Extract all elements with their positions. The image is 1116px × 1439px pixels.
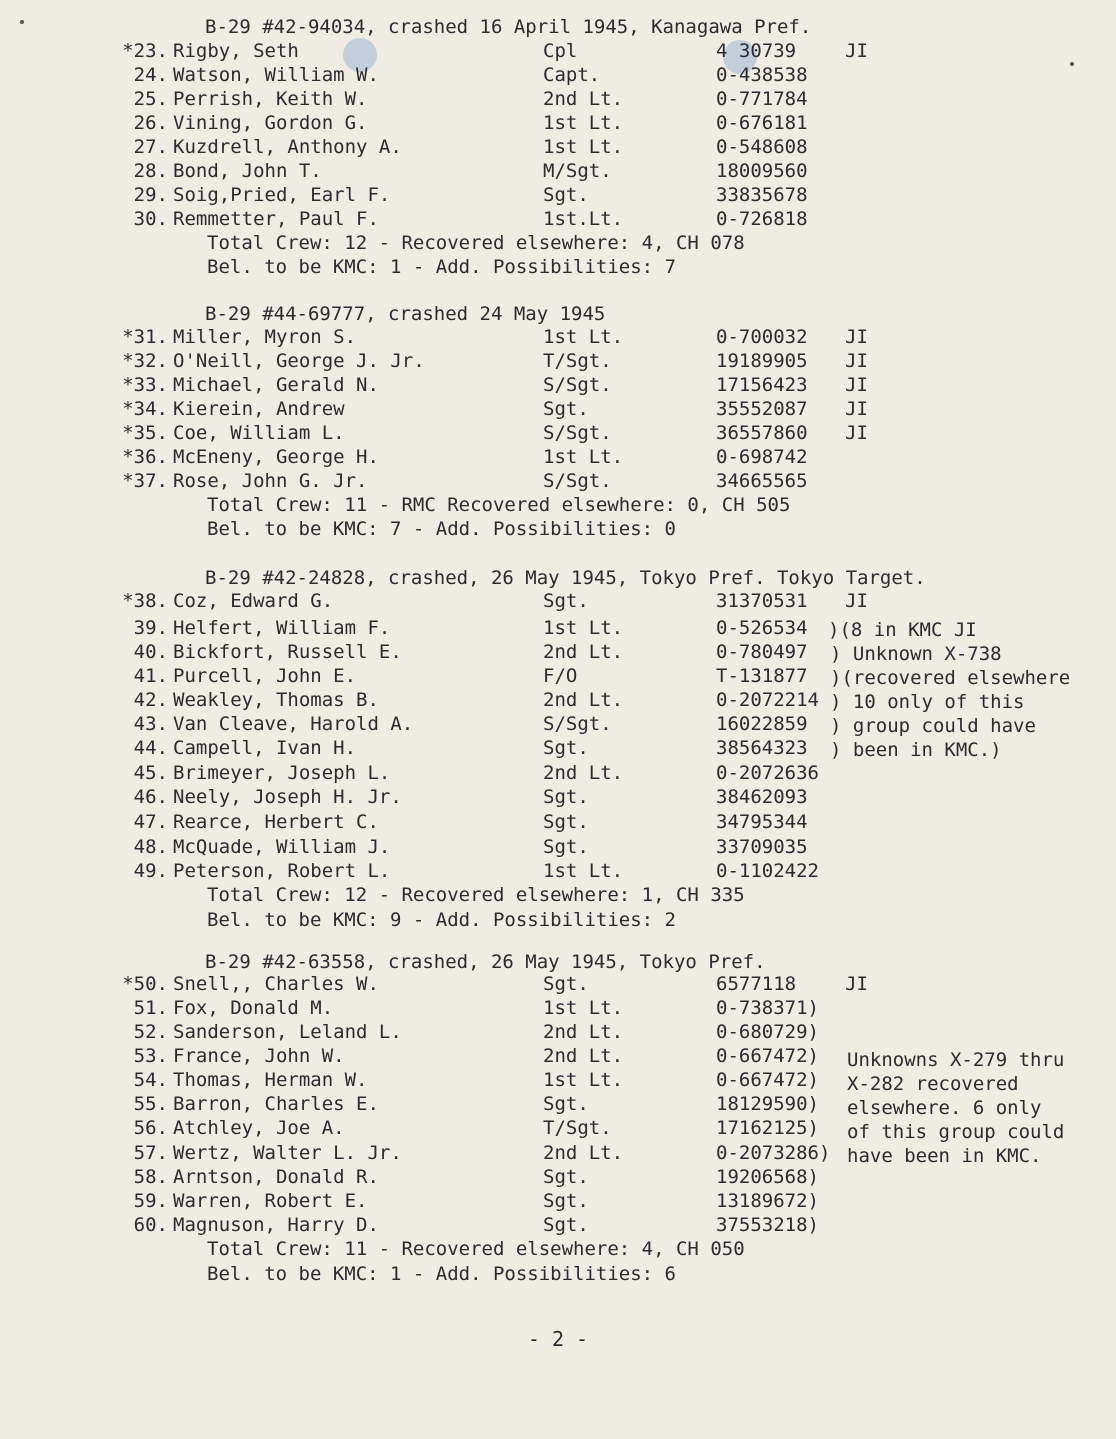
crew-name: Coz, Edward G. [173, 590, 334, 612]
crew-name: Fox, Donald M. [173, 997, 334, 1019]
crew-rank: Sgt. [543, 973, 589, 995]
crew-row [0, 136, 1116, 160]
crew-name: Brimeyer, Joseph L. [173, 762, 391, 784]
crew-row [0, 786, 1116, 810]
crew-serial: 0-667472) [716, 1069, 819, 1091]
crew-name: Rose, John G. Jr. [173, 470, 368, 492]
crew-mark: JI [845, 590, 868, 612]
crew-rank: 1st Lt. [543, 326, 624, 348]
page-number: - 2 - [527, 1327, 589, 1351]
crew-serial: 17156423 [716, 374, 808, 396]
kmc-line: Bel. to be KMC: 9 - Add. Possibilities: 2 [207, 909, 676, 931]
crew-row [0, 326, 1116, 350]
crew-row [0, 1166, 1116, 1190]
crew-row [0, 1190, 1116, 1214]
crew-rank: 2nd Lt. [543, 88, 624, 110]
crew-name: Helfert, William F. [173, 617, 391, 639]
crew-name: Barron, Charles E. [173, 1093, 379, 1115]
crew-rank: Sgt. [543, 737, 589, 759]
crew-serial: 0-667472) [716, 1045, 819, 1067]
crew-row [0, 1214, 1116, 1238]
note-line: have been in KMC. [847, 1145, 1042, 1167]
crew-number: 25. [133, 88, 168, 110]
note-line: Unknowns X-279 thru [847, 1049, 1065, 1071]
note-line: of this group could [847, 1121, 1065, 1143]
crew-number: *31. [122, 326, 168, 348]
crew-serial: 13189672) [716, 1190, 819, 1212]
crew-rank: 2nd Lt. [543, 1021, 624, 1043]
crew-number: 45. [133, 762, 168, 784]
crew-rank: 1st Lt. [543, 112, 624, 134]
crew-name: McQuade, William J. [173, 836, 391, 858]
crew-rank: 2nd Lt. [543, 1142, 624, 1164]
crew-name: Atchley, Joe A. [173, 1117, 345, 1139]
crew-serial: 0-676181 [716, 112, 808, 134]
crew-name: Bond, John T. [173, 160, 322, 182]
note-line: ) 10 only of this [830, 691, 1025, 713]
crew-serial: 0-2073286) [716, 1142, 831, 1164]
crew-rank: M/Sgt. [543, 160, 612, 182]
crew-rank: 2nd Lt. [543, 641, 624, 663]
crew-number: 51. [133, 997, 168, 1019]
crew-rank: T/Sgt. [543, 1117, 612, 1139]
crew-number: 44. [133, 737, 168, 759]
crew-number: *23. [122, 40, 168, 62]
crew-name: Rigby, Seth [173, 40, 299, 62]
crew-serial: 0-680729) [716, 1021, 819, 1043]
crew-name: Soig,Pried, Earl F. [173, 184, 391, 206]
crew-number: 52. [133, 1021, 168, 1043]
crew-name: Magnuson, Harry D. [173, 1214, 379, 1236]
crew-number: 28. [133, 160, 168, 182]
crew-serial: 16022859 [716, 713, 808, 735]
crew-name: Kuzdrell, Anthony A. [173, 136, 402, 158]
crew-number: *35. [122, 422, 168, 444]
crew-serial: 38462093 [716, 786, 808, 808]
crew-serial: 0-700032 [716, 326, 808, 348]
crew-serial: 19189905 [716, 350, 808, 372]
crew-row [0, 811, 1116, 835]
crew-row [0, 184, 1116, 208]
crew-number: *37. [122, 470, 168, 492]
crew-mark: JI [845, 350, 868, 372]
total-crew-line: Total Crew: 12 - Recovered elsewhere: 1, CH 335 [207, 884, 745, 906]
crew-serial: 37553218) [716, 1214, 819, 1236]
section-header: B-29 #42-63558, crashed, 26 May 1945, Tokyo Pref. [205, 951, 766, 973]
crew-name: Peterson, Robert L. [173, 860, 391, 882]
crew-row [0, 762, 1116, 786]
crew-name: Perrish, Keith W. [173, 88, 368, 110]
crew-name: Bickfort, Russell E. [173, 641, 402, 663]
crew-number: 43. [133, 713, 168, 735]
crew-serial: 0-1102422 [716, 860, 819, 882]
scan-speck [20, 20, 24, 24]
crew-name: Snell,, Charles W. [173, 973, 379, 995]
crew-row [0, 446, 1116, 470]
crew-row [0, 590, 1116, 614]
crew-serial: 0-2072636 [716, 762, 819, 784]
crew-name: Purcell, John E. [173, 665, 357, 687]
crew-rank: S/Sgt. [543, 374, 612, 396]
crew-number: *33. [122, 374, 168, 396]
crew-rank: Sgt. [543, 590, 589, 612]
crew-number: 49. [133, 860, 168, 882]
crew-rank: 1st Lt. [543, 997, 624, 1019]
total-crew-line: Total Crew: 11 - RMC Recovered elsewhere: 0, CH 505 [207, 494, 791, 516]
note-line: )(8 in KMC JI [828, 619, 977, 641]
crew-number: 29. [133, 184, 168, 206]
crew-name: Michael, Gerald N. [173, 374, 379, 396]
crew-serial: 18129590) [716, 1093, 819, 1115]
crew-number: *32. [122, 350, 168, 372]
crew-serial: 38564323 [716, 737, 808, 759]
crew-mark: JI [845, 398, 868, 420]
crew-row [0, 860, 1116, 884]
crew-name: Warren, Robert E. [173, 1190, 368, 1212]
crew-number: 53. [133, 1045, 168, 1067]
crew-rank: Sgt. [543, 1093, 589, 1115]
crew-rank: T/Sgt. [543, 350, 612, 372]
crew-rank: Capt. [543, 64, 601, 86]
crew-rank: F/O [543, 665, 578, 687]
crew-mark: JI [845, 374, 868, 396]
crew-number: *36. [122, 446, 168, 468]
crew-name: Thomas, Herman W. [173, 1069, 368, 1091]
crew-rank: S/Sgt. [543, 470, 612, 492]
crew-name: Van Cleave, Harold A. [173, 713, 414, 735]
crew-name: Arntson, Donald R. [173, 1166, 379, 1188]
crew-serial: 0-726818 [716, 208, 808, 230]
crew-name: Sanderson, Leland L. [173, 1021, 402, 1043]
crew-serial: 36557860 [716, 422, 808, 444]
crew-row [0, 350, 1116, 374]
crew-rank: Sgt. [543, 836, 589, 858]
crew-rank: S/Sgt. [543, 422, 612, 444]
crew-rank: 1st Lt. [543, 617, 624, 639]
crew-number: 57. [133, 1142, 168, 1164]
crew-serial: 6577118 [716, 973, 797, 995]
crew-name: Campell, Ivan H. [173, 737, 357, 759]
crew-rank: Sgt. [543, 398, 589, 420]
note-line: )(recovered elsewhere [830, 667, 1071, 689]
kmc-line: Bel. to be KMC: 1 - Add. Possibilities: 6 [207, 1263, 676, 1285]
crew-mark: JI [845, 973, 868, 995]
note-line: ) group could have [830, 715, 1036, 737]
crew-number: 30. [133, 208, 168, 230]
crew-name: Weakley, Thomas B. [173, 689, 379, 711]
crew-rank: Sgt. [543, 184, 589, 206]
crew-row [0, 374, 1116, 398]
crew-row [0, 40, 1116, 64]
crew-serial: T-131877 [716, 665, 808, 687]
crew-row [0, 1021, 1116, 1045]
crew-rank: Cpl [543, 40, 578, 62]
crew-name: Kierein, Andrew [173, 398, 345, 420]
crew-serial: 34665565 [716, 470, 808, 492]
crew-serial: 0-738371) [716, 997, 819, 1019]
crew-rank: 2nd Lt. [543, 762, 624, 784]
crew-rank: 1st Lt. [543, 446, 624, 468]
section-header: B-29 #42-24828, crashed, 26 May 1945, Tokyo Pref. Tokyo Target. [205, 567, 926, 589]
crew-row [0, 160, 1116, 184]
crew-row [0, 836, 1116, 860]
crew-serial: 35552087 [716, 398, 808, 420]
crew-mark: JI [845, 326, 868, 348]
note-line: ) been in KMC.) [830, 739, 1002, 761]
crew-serial: 4 30739 [716, 40, 797, 62]
crew-rank: 1st Lt. [543, 860, 624, 882]
crew-number: *38. [122, 590, 168, 612]
crew-serial: 34795344 [716, 811, 808, 833]
crew-name: Wertz, Walter L. Jr. [173, 1142, 402, 1164]
crew-rank: 1st Lt. [543, 136, 624, 158]
kmc-line: Bel. to be KMC: 7 - Add. Possibilities: 0 [207, 518, 676, 540]
crew-mark: JI [845, 40, 868, 62]
crew-number: 27. [133, 136, 168, 158]
kmc-line: Bel. to be KMC: 1 - Add. Possibilities: 7 [207, 256, 676, 278]
note-line: ) Unknown X-738 [830, 643, 1002, 665]
crew-number: 55. [133, 1093, 168, 1115]
crew-number: 59. [133, 1190, 168, 1212]
crew-number: 54. [133, 1069, 168, 1091]
crew-rank: 1st.Lt. [543, 208, 624, 230]
crew-serial: 0-548608 [716, 136, 808, 158]
crew-rank: 1st Lt. [543, 1069, 624, 1091]
crew-name: Coe, William L. [173, 422, 345, 444]
crew-number: 39. [133, 617, 168, 639]
crew-row [0, 470, 1116, 494]
crew-row [0, 208, 1116, 232]
crew-number: 56. [133, 1117, 168, 1139]
crew-name: Neely, Joseph H. Jr. [173, 786, 402, 808]
note-line: elsewhere. 6 only [847, 1097, 1042, 1119]
crew-row [0, 398, 1116, 422]
crew-serial: 0-698742 [716, 446, 808, 468]
crew-row [0, 973, 1116, 997]
crew-serial: 18009560 [716, 160, 808, 182]
crew-name: McEneny, George H. [173, 446, 379, 468]
crew-name: Miller, Myron S. [173, 326, 357, 348]
crew-serial: 0-771784 [716, 88, 808, 110]
crew-number: 48. [133, 836, 168, 858]
crew-serial: 19206568) [716, 1166, 819, 1188]
crew-number: 58. [133, 1166, 168, 1188]
crew-serial: 0-438538 [716, 64, 808, 86]
crew-number: 46. [133, 786, 168, 808]
crew-rank: Sgt. [543, 1190, 589, 1212]
crew-serial: 17162125) [716, 1117, 819, 1139]
crew-serial: 33709035 [716, 836, 808, 858]
crew-serial: 0-2072214 [716, 689, 819, 711]
crew-number: 47. [133, 811, 168, 833]
section-header: B-29 #44-69777, crashed 24 May 1945 [205, 303, 606, 325]
crew-mark: JI [845, 422, 868, 444]
crew-rank: Sgt. [543, 811, 589, 833]
crew-serial: 0-780497 [716, 641, 808, 663]
total-crew-line: Total Crew: 11 - Recovered elsewhere: 4, CH 050 [207, 1238, 745, 1260]
crew-serial: 31370531 [716, 590, 808, 612]
total-crew-line: Total Crew: 12 - Recovered elsewhere: 4, CH 078 [207, 232, 745, 254]
crew-rank: 2nd Lt. [543, 1045, 624, 1067]
crew-row [0, 64, 1116, 88]
crew-number: 60. [133, 1214, 168, 1236]
crew-name: O'Neill, George J. Jr. [173, 350, 425, 372]
crew-rank: Sgt. [543, 1214, 589, 1236]
crew-row [0, 112, 1116, 136]
crew-rank: 2nd Lt. [543, 689, 624, 711]
crew-row [0, 88, 1116, 112]
crew-name: France, John W. [173, 1045, 345, 1067]
crew-serial: 0-526534 [716, 617, 808, 639]
note-line: X-282 recovered [847, 1073, 1019, 1095]
crew-rank: Sgt. [543, 1166, 589, 1188]
crew-number: *50. [122, 973, 168, 995]
crew-rank: Sgt. [543, 786, 589, 808]
crew-name: Rearce, Herbert C. [173, 811, 379, 833]
crew-row [0, 997, 1116, 1021]
crew-rank: S/Sgt. [543, 713, 612, 735]
crew-number: 40. [133, 641, 168, 663]
crew-serial: 33835678 [716, 184, 808, 206]
crew-row [0, 422, 1116, 446]
crew-name: Watson, William W. [173, 64, 379, 86]
crew-number: 42. [133, 689, 168, 711]
crew-name: Vining, Gordon G. [173, 112, 368, 134]
crew-name: Remmetter, Paul F. [173, 208, 379, 230]
crew-number: 24. [133, 64, 168, 86]
section-header: B-29 #42-94034, crashed 16 April 1945, Kanagawa Pref. [205, 16, 812, 38]
crew-number: *34. [122, 398, 168, 420]
crew-number: 26. [133, 112, 168, 134]
crew-number: 41. [133, 665, 168, 687]
